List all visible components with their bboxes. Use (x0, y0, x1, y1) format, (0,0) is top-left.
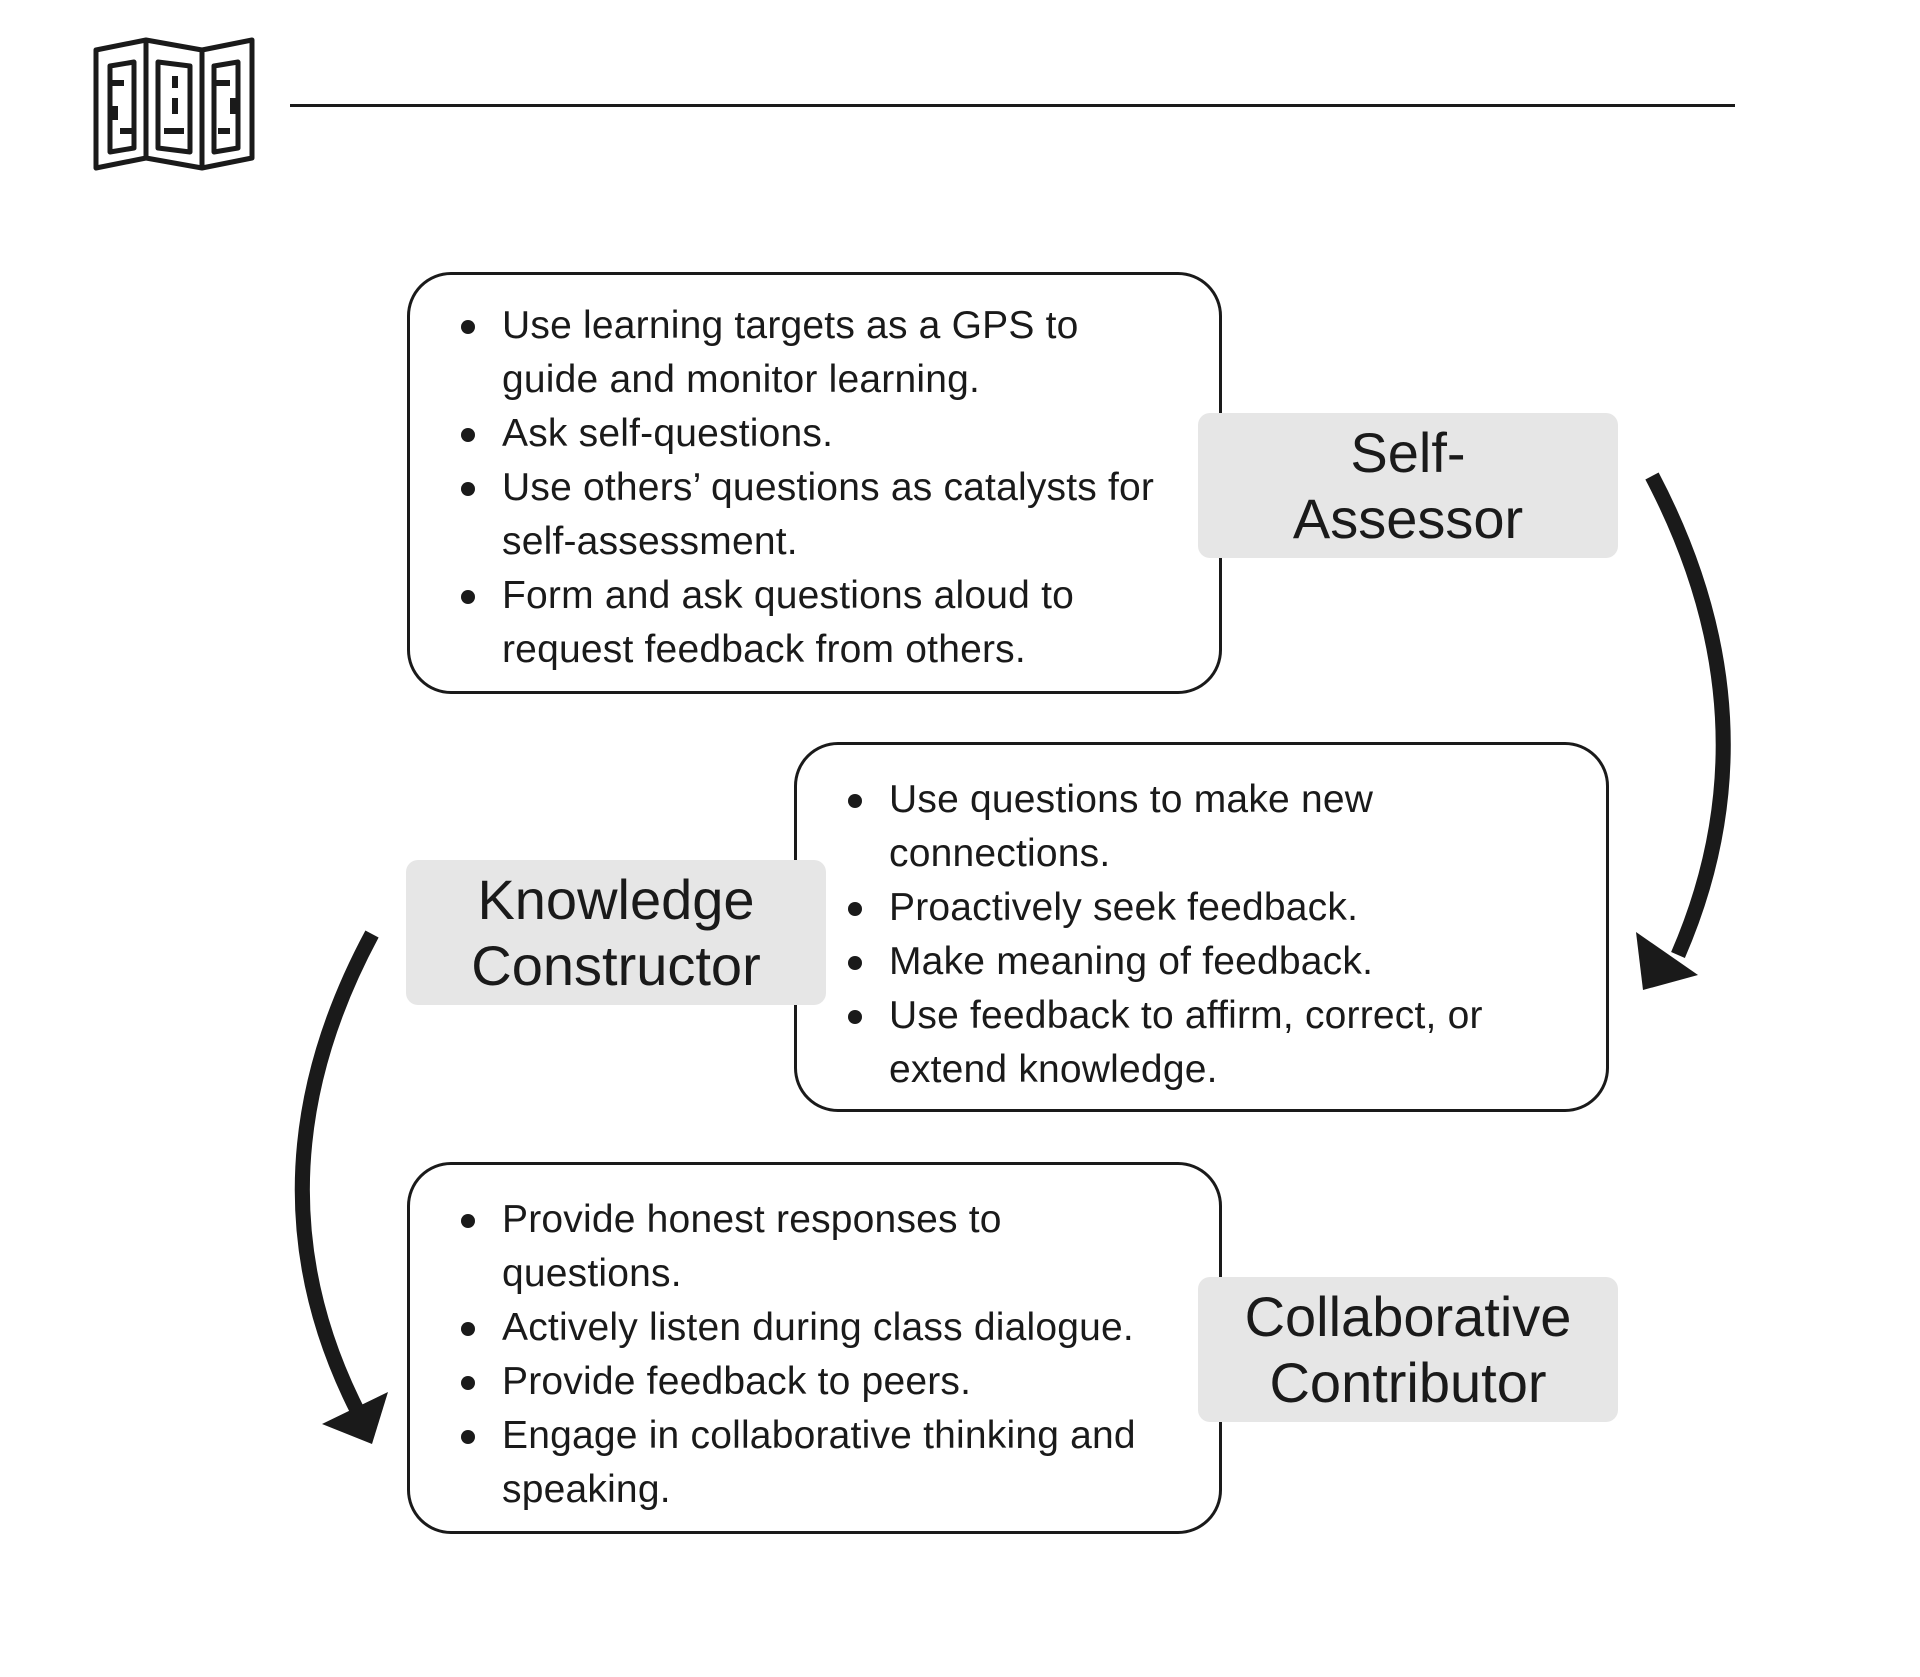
self-assessor-list (459, 299, 1159, 677)
knowledge-constructor-box (794, 742, 1609, 1112)
self-assessor-label (1198, 413, 1618, 558)
role-title: Knowledge Constructor (471, 867, 761, 997)
list-item: Form and ask questions aloud to request feedback from others. (459, 569, 1159, 677)
collaborative-contributor-label (1198, 1277, 1618, 1422)
list-item: Use learning targets as a GPS to guide and monitor learning. (459, 299, 1159, 407)
knowledge-constructor-list (846, 773, 1566, 1097)
list-item: Provide feedback to peers. (459, 1355, 1189, 1409)
arrowhead-knowledge-to-collab (322, 1392, 388, 1444)
list-item: Use questions to make new connections. (846, 773, 1566, 881)
list-item: Provide honest responses to questions. (459, 1193, 1189, 1301)
knowledge-constructor-label (406, 860, 826, 1005)
list-item: Ask self-questions. (459, 407, 1159, 461)
arrow-knowledge-to-collab (302, 934, 372, 1412)
list-item: Use others’ questions as catalysts for self-assessment. (459, 461, 1159, 569)
list-item: Make meaning of feedback. (846, 935, 1566, 989)
arrow-self-to-knowledge (1652, 476, 1723, 955)
list-item: Proactively seek feedback. (846, 881, 1566, 935)
collaborative-contributor-list (459, 1193, 1189, 1517)
role-title: Collaborative Contributor (1244, 1284, 1572, 1414)
self-assessor-box (407, 272, 1222, 694)
list-item: Actively listen during class dialogue. (459, 1301, 1189, 1355)
role-title: Self- Assessor (1292, 420, 1524, 550)
list-item: Use feedback to affirm, correct, or extend knowledge. (846, 989, 1566, 1097)
list-item: Engage in collaborative thinking and speaking. (459, 1409, 1189, 1517)
header-rule (290, 104, 1735, 107)
arrowhead-self-to-knowledge (1636, 932, 1698, 990)
collaborative-contributor-box (407, 1162, 1222, 1534)
map-icon (92, 36, 256, 172)
